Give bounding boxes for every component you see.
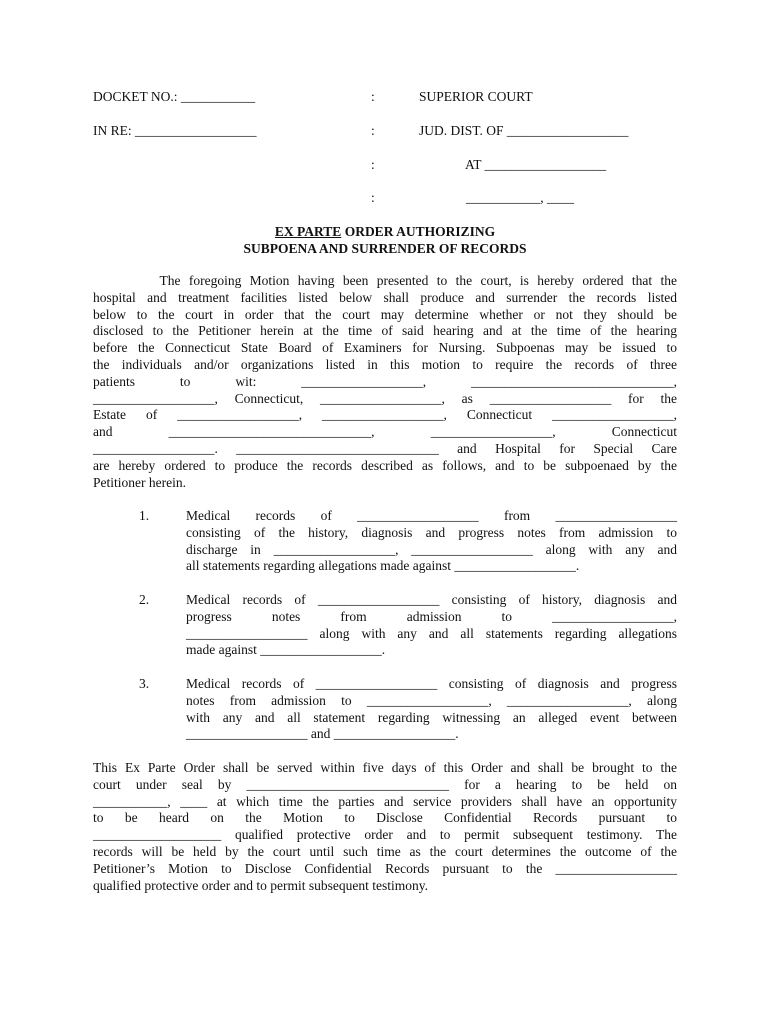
text-line: Medical records of __________________ from __________________ xyxy=(186,508,677,523)
records-item-3 xyxy=(186,676,677,743)
records-item-1 xyxy=(186,508,677,575)
text-line: consisting of the history, diagnosis and progress notes from admission to xyxy=(186,524,677,540)
text-line: and ______________________________, __________________, Connecticut xyxy=(93,424,677,440)
item-number: 1. xyxy=(139,508,150,523)
judicial-district: JUD. DIST. OF __________________ xyxy=(419,123,629,138)
title-line-2: SUBPOENA AND SURRENDER OF RECORDS xyxy=(243,241,527,256)
text-line: disclosed to the Petitioner herein at the time of said hearing and at the time of the hearing xyxy=(93,323,677,339)
text-line: __________________, Connecticut, __________________, as __________________ for the xyxy=(93,390,677,406)
item-number: 3. xyxy=(139,676,150,691)
text-line: with any and all statement regarding witnessing an alleged event between xyxy=(186,709,677,725)
text-line: __________________. ______________________________ and Hospital for Special Care xyxy=(93,440,677,456)
order-paragraph-2 xyxy=(93,760,677,894)
text-line: records will be held by the court until such time as the court determines the outcome of the xyxy=(93,843,677,859)
caption-colon: : xyxy=(371,123,375,138)
in-re-line: IN RE: __________________ xyxy=(93,123,257,138)
item-number: 2. xyxy=(139,592,150,607)
court-name: SUPERIOR COURT xyxy=(419,89,533,104)
text-line: hospital and treatment facilities listed below shall produce and surrender the records listed xyxy=(93,289,677,305)
text-line: __________________ along with any and all statements regarding allegations xyxy=(186,625,677,641)
text-line: qualified protective order and to permit subsequent testimony. xyxy=(93,877,429,893)
text-line: ___________, ____ at which time the parties and service providers shall have an opportunity xyxy=(93,793,677,809)
text-line: made against __________________. xyxy=(186,642,386,658)
text-line: all statements regarding allegations made against __________________. xyxy=(186,558,580,574)
text-line: Petitioner herein. xyxy=(93,474,186,490)
text-line: This Ex Parte Order shall be served within five days of this Order and shall be brought to the xyxy=(93,760,677,775)
text-line: Estate of __________________, __________________, Connecticut __________________, xyxy=(93,407,677,423)
caption-date: ___________, ____ xyxy=(466,190,574,205)
caption-colon: : xyxy=(371,190,375,205)
text-line: before the Connecticut State Board of Examiners for Nursing. Subpoenas may be issued to xyxy=(93,340,677,356)
text-line: progress notes from admission to __________________, xyxy=(186,608,677,624)
text-line: notes from admission to __________________, __________________, along xyxy=(186,692,677,708)
order-paragraph-1 xyxy=(93,273,677,491)
text-line: Petitioner’s Motion to Disclose Confidential Records pursuant to the __________________ xyxy=(93,860,677,876)
text-line: __________________ and __________________. xyxy=(186,726,459,742)
docket-number: DOCKET NO.: ___________ xyxy=(93,89,256,104)
text-line: below to the court in order that the court may determine whether or not they should be xyxy=(93,306,677,322)
text-line: court under seal by ______________________________ for a hearing to be held on xyxy=(93,776,677,792)
text-line: Medical records of __________________ consisting of history, diagnosis and xyxy=(186,592,677,607)
text-line: Medical records of __________________ consisting of diagnosis and progress xyxy=(186,676,677,691)
text-line: to be heard on the Motion to Disclose Confidential Records pursuant to xyxy=(93,810,677,826)
text-line: discharge in __________________, __________________ along with any and xyxy=(186,541,677,557)
title-ex-parte: EX PARTE xyxy=(274,224,342,239)
records-item-2 xyxy=(186,592,677,659)
title-line-1-rest: ORDER AUTHORIZING xyxy=(341,224,496,239)
text-line: are hereby ordered to produce the records described as follows, and to be subpoenaed by the xyxy=(93,457,677,473)
caption-colon: : xyxy=(371,157,375,172)
text-line: patients to wit: __________________, ______________________________, xyxy=(93,373,677,389)
title-line-1 xyxy=(93,223,677,240)
text-line: ___________________ qualified protective order and to permit subsequent testimony. The xyxy=(93,827,677,843)
text-line: The foregoing Motion having been presented to the court, is hereby ordered that the xyxy=(93,273,677,288)
caption-colon: : xyxy=(371,89,375,104)
text-line: the individuals and/or organizations listed in this motion to require the records of three xyxy=(93,356,677,372)
court-location: AT __________________ xyxy=(465,157,607,172)
